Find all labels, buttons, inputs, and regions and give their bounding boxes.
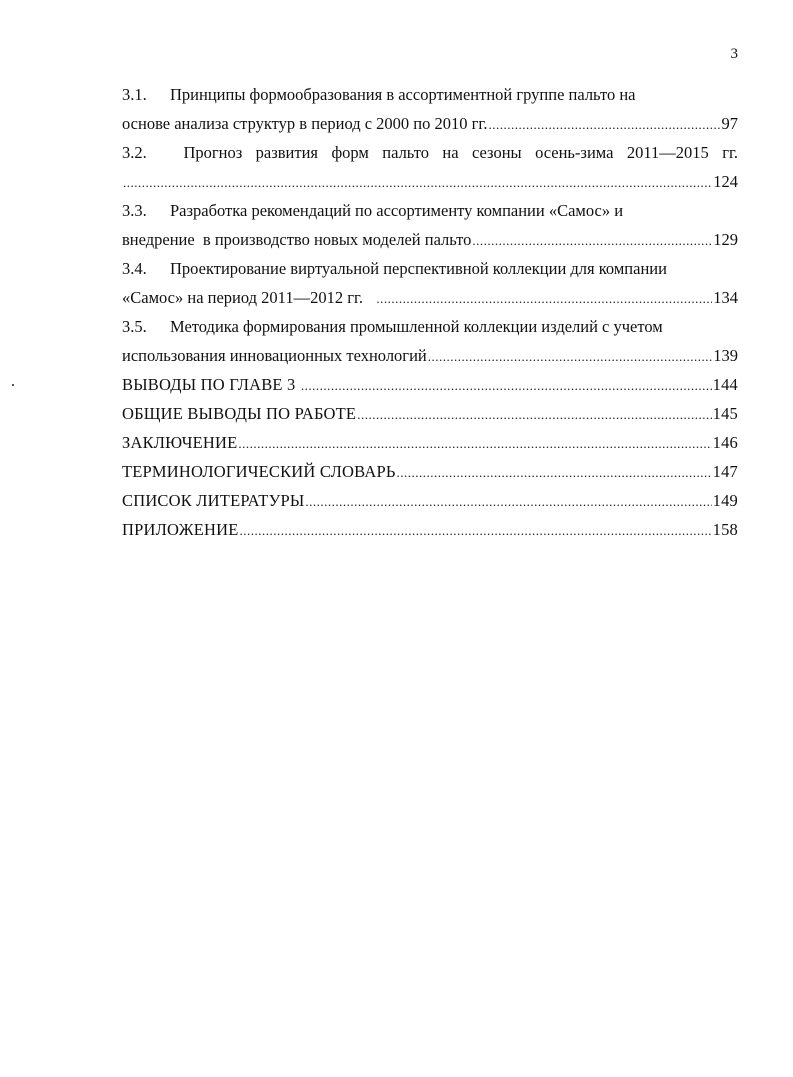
toc-section-page: 146: [712, 433, 738, 452]
dot-leader: [376, 284, 712, 313]
toc-section-conclusion[interactable]: [122, 428, 738, 457]
toc-entry-3-2-line1: [122, 138, 738, 167]
toc-entry-title: Разработка рекомендаций по ассортименту компании «Самос» и: [170, 201, 624, 220]
toc-section-page: 149: [712, 491, 738, 510]
toc-section-page: 145: [712, 404, 738, 423]
toc-entry-3-4-line1: [122, 254, 738, 283]
toc-section-general-conclusions[interactable]: [122, 399, 738, 428]
toc-word: на: [442, 143, 459, 162]
toc-entry-3-1-line1: [122, 80, 738, 109]
dot-leader: [239, 516, 711, 545]
toc-section-title: СПИСОК ЛИТЕРАТУРЫ: [122, 491, 305, 510]
toc-entry-3-3-line1: [122, 196, 738, 225]
toc-word: пальто: [382, 143, 429, 162]
dot-leader: [397, 458, 712, 487]
scan-artifact: [12, 384, 14, 386]
toc-entry-page: 129: [713, 230, 738, 249]
toc-entry-number: 3.5.: [122, 317, 147, 336]
toc-word: сезоны: [471, 143, 522, 162]
toc-entry-3-4-line2[interactable]: [122, 283, 738, 312]
dot-leader: [488, 110, 720, 139]
toc-section-title: ЗАКЛЮЧЕНИЕ: [122, 433, 238, 452]
toc-entry-title-cont: использования инновационных технологий: [122, 346, 427, 365]
toc-entry-number: 3.1.: [122, 85, 147, 104]
toc-section-title: ТЕРМИНОЛОГИЧЕСКИЙ СЛОВАРЬ: [122, 462, 396, 481]
toc-section-title: ВЫВОДЫ ПО ГЛАВЕ 3: [122, 375, 300, 394]
toc-section-page: 158: [712, 520, 738, 539]
toc-section-appendix[interactable]: [122, 515, 738, 544]
toc-entry-number: 3.2.: [122, 143, 147, 162]
toc-section-page: 147: [712, 462, 738, 481]
toc-entry-page: 139: [713, 346, 738, 365]
toc-entry-3-2-line2[interactable]: [122, 167, 738, 196]
toc-entry-3-1-line2[interactable]: [122, 109, 738, 138]
dot-leader: [428, 342, 713, 371]
table-of-contents: [122, 80, 738, 544]
toc-entry-page: 134: [713, 288, 738, 307]
dot-leader: [123, 168, 712, 197]
toc-entry-3-5-line2[interactable]: [122, 341, 738, 370]
toc-entry-title-cont: «Самос» на период 2011—2012 гг.: [122, 288, 376, 307]
dot-leader: [301, 371, 712, 400]
toc-section-references[interactable]: [122, 486, 738, 515]
toc-entry-3-3-line2[interactable]: [122, 225, 738, 254]
toc-word: гг.: [722, 143, 738, 162]
dot-leader: [472, 226, 712, 255]
toc-entry-page: 97: [721, 114, 738, 133]
toc-entry-3-5-line1: [122, 312, 738, 341]
toc-entry-number: 3.3.: [122, 201, 147, 220]
toc-entry-title-cont: основе анализа структур в период с 2000 по 2010 гг.: [122, 114, 488, 133]
toc-entry-title: Методика формирования промышленной коллекции изделий с учетом: [170, 317, 663, 336]
dot-leader: [305, 487, 711, 516]
toc-section-conclusions-chapter-3[interactable]: [122, 370, 738, 399]
toc-word: 2011—2015: [626, 143, 709, 162]
dot-leader: [357, 400, 711, 429]
toc-word: развития: [255, 143, 318, 162]
toc-section-title: ОБЩИЕ ВЫВОДЫ ПО РАБОТЕ: [122, 404, 357, 423]
toc-section-glossary[interactable]: [122, 457, 738, 486]
page-number: 3: [730, 46, 738, 62]
dot-leader: [238, 429, 711, 458]
toc-word: форм: [331, 143, 369, 162]
toc-word: осень-зима: [535, 143, 614, 162]
toc-section-title: ПРИЛОЖЕНИЕ: [122, 520, 239, 539]
toc-entry-page: 124: [713, 172, 738, 191]
toc-entry-title: Принципы формообразования в ассортиментной группе пальто на: [170, 85, 636, 104]
toc-section-page: 144: [712, 375, 738, 394]
toc-entry-title: Проектирование виртуальной перспективной коллекции для компании: [170, 259, 667, 278]
toc-entry-title-cont: внедрение в производство новых моделей пальто: [122, 230, 472, 249]
toc-word: Прогноз: [183, 143, 243, 162]
toc-entry-number: 3.4.: [122, 259, 147, 278]
